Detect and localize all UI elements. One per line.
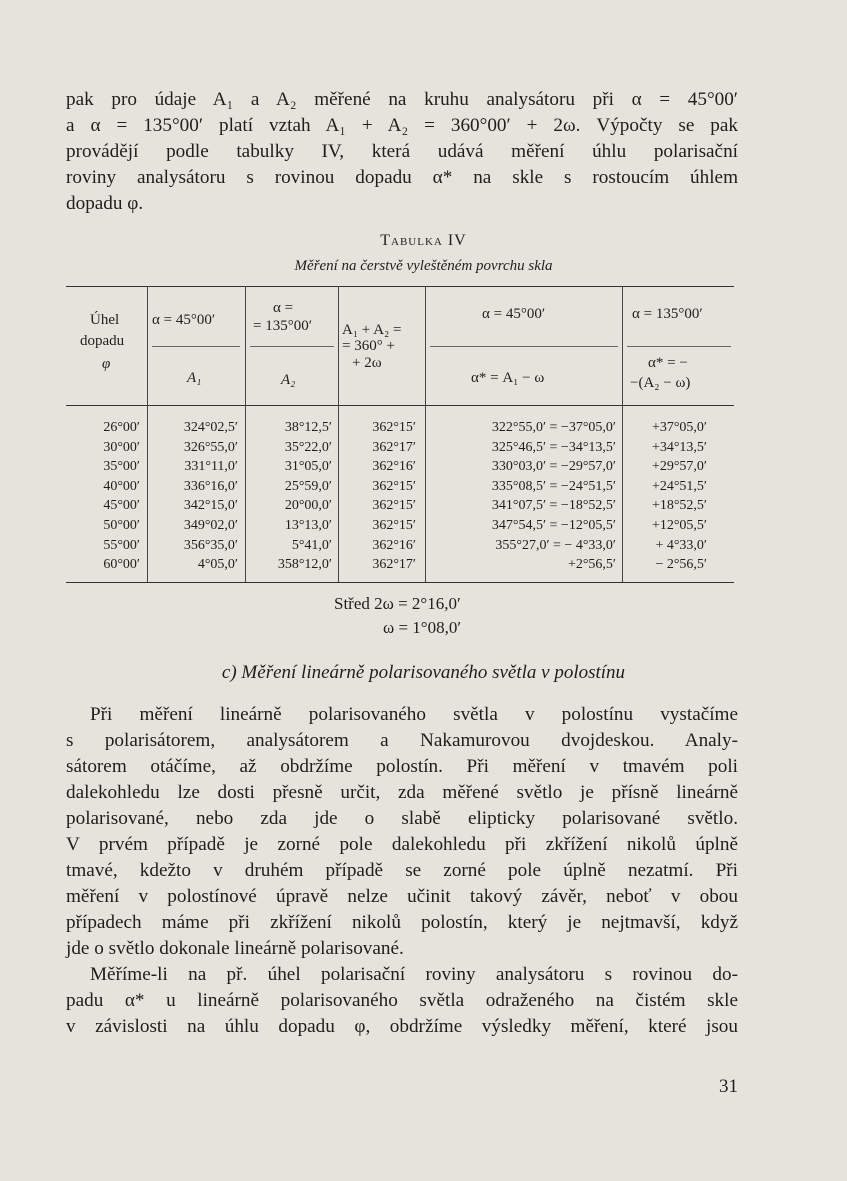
text-line: V prvém případě je zorné pole dalekohledu při zkřížení nikolů úplně	[66, 834, 738, 855]
table-cell: 362°17′	[372, 439, 416, 455]
table-cell: 331°11,0′	[184, 459, 238, 475]
table-cell: 358°12,0′	[277, 557, 332, 573]
table-cell: +24°51,5′	[651, 478, 707, 494]
table-cell: +34°13,5′	[651, 439, 707, 455]
text-line: Při měření lineárně polarisovaného světla v polostínu vystačíme	[90, 704, 738, 725]
col-divider	[425, 286, 426, 582]
text-line: dopadu φ.	[66, 193, 144, 214]
table-cell: 355°27,0′ = − 4°33,0′	[495, 537, 616, 553]
text-line: padu α* u lineárně polarisovaného světla odraženého na čistém skle	[66, 990, 738, 1011]
header-rule	[152, 346, 240, 347]
table-label: Tabulka IV	[380, 232, 467, 249]
table-cell: 342°15,0′	[183, 498, 238, 514]
text-line: Měříme-li na př. úhel polarisační roviny analysátoru s rovinou do-	[90, 964, 738, 985]
table-cell: 40°00′	[103, 478, 140, 494]
header-a135-1: α =	[273, 300, 294, 316]
table-cell: +2°56,5′	[567, 557, 616, 573]
table-cell: +29°57,0′	[651, 459, 707, 475]
table-cell: 362°16′	[372, 537, 416, 553]
header-sum-1: A₁ + A₂ =	[342, 322, 402, 338]
table-cell: 324°02,5′	[183, 420, 238, 435]
table-cell: 347°54,5′ = −12°05,5′	[491, 517, 616, 533]
intro-paragraph	[66, 87, 738, 217]
column-astar135	[625, 418, 707, 575]
header-a45: α = 45°00′	[152, 312, 216, 328]
column-A2	[248, 418, 332, 575]
column-A1	[150, 418, 238, 575]
header-a135-2: = 135°00′	[253, 318, 312, 334]
table-cell: 25°59,0′	[284, 478, 332, 494]
text-line: sátorem otáčíme, až obdržíme polostín. Při měření v tmavém poli	[66, 756, 738, 777]
col-divider	[338, 286, 339, 582]
column-astar45	[428, 418, 616, 575]
table-cell: 38°12,5′	[284, 420, 332, 435]
table-cell: 326°55,0′	[183, 439, 238, 455]
header-rule	[627, 346, 731, 347]
table-cell: 362°15′	[372, 478, 416, 494]
table-bottom-rule	[66, 582, 734, 583]
table-cell: 362°17′	[372, 557, 416, 573]
text-line: případech máme při zkřížení nikolů polostín, který je nejtmavší, když	[66, 912, 738, 933]
text-line: polarisované, nebo zda jde o slabě elipticky polarisované světlo.	[66, 808, 738, 829]
text-line: provádějí podle tabulky IV, která udává měření úhlu polarisační	[66, 141, 738, 162]
table-cell: 35°00′	[103, 459, 140, 475]
col-divider	[245, 286, 246, 582]
table-cell: + 4°33,0′	[655, 537, 707, 553]
header-sum-2: = 360° +	[342, 338, 395, 354]
table-cell: − 2°56,5′	[655, 557, 707, 573]
table-cell: 325°46,5′ = −34°13,5′	[491, 439, 616, 455]
header-angle-2: dopadu	[80, 333, 125, 349]
text-line: tmavé, kdežto v druhém případě se zorné pole úplně nezatmí. Při	[66, 860, 738, 881]
table-cell: 362°15′	[372, 517, 416, 533]
header-rule	[250, 346, 334, 347]
header-astar135-top: α = 135°00′	[632, 306, 703, 322]
header-astar45-top: α = 45°00′	[482, 306, 546, 322]
header-A2: A₂	[281, 372, 296, 388]
table-cell: 26°00′	[103, 420, 140, 435]
text-line: pak pro údaje A₁ a A₂ měřené na kruhu analysátoru při α = 45°00′	[66, 89, 738, 110]
table-cell: 31°05,0′	[284, 459, 332, 475]
header-astar135-2: −(A₂ − ω)	[630, 375, 691, 391]
body-paragraph	[66, 702, 738, 1040]
table-cell: 362°15′	[372, 498, 416, 514]
table-cell: +18°52,5′	[651, 498, 707, 514]
footer-omega: ω = 1°08,0′	[383, 618, 462, 637]
table-cell: 356°35,0′	[183, 537, 238, 553]
header-astar45-bottom: α* = A₁ − ω	[471, 370, 545, 386]
header-rule	[430, 346, 618, 347]
table-cell: 50°00′	[103, 517, 140, 533]
text-line: měření v polostínové úpravě nelze učinit takový závěr, neboť v obou	[66, 886, 738, 907]
header-sum-3: + 2ω	[352, 355, 382, 371]
table-cell: 362°16′	[372, 459, 416, 475]
col-divider	[622, 286, 623, 582]
header-angle-3: φ	[102, 356, 111, 372]
table-cell: 13°13,0′	[284, 517, 332, 533]
text-line: jde o světlo dokonale lineárně polarisované.	[66, 938, 404, 959]
table-cell: 35°22,0′	[284, 439, 332, 455]
table-cell: 4°05,0′	[197, 557, 238, 573]
table-cell: 341°07,5′ = −18°52,5′	[491, 498, 616, 514]
table-cell: 45°00′	[103, 498, 140, 514]
table-cell: 335°08,5′ = −24°51,5′	[491, 478, 616, 494]
section-heading: c) Měření lineárně polarisovaného světla v polostínu	[221, 662, 626, 683]
text-line: s polarisátorem, analysátorem a Nakamurovou dvojdeskou. Analy-	[66, 730, 738, 751]
column-sum	[340, 418, 416, 575]
header-A1: A₁	[187, 370, 202, 386]
text-line: roviny analysátoru s rovinou dopadu α* na skle s rostoucím úhlem	[66, 167, 738, 188]
text-line: dalekohledu lze dosti přesně určit, zda měřené světlo je přísně lineárně	[66, 782, 738, 803]
text-line: v závislosti na úhlu dopadu φ, obdržíme výsledky měření, které jsou	[66, 1016, 738, 1037]
footer-mean: Střed 2ω = 2°16,0′	[334, 594, 461, 613]
table-cell: 322°55,0′ = −37°05,0′	[491, 420, 616, 435]
col-divider	[147, 286, 148, 582]
table-cell: +37°05,0′	[651, 420, 707, 435]
table-cell: 336°16,0′	[183, 478, 238, 494]
table-title: Měření na čerstvě vyleštěném povrchu skla	[294, 258, 553, 274]
table-cell: 30°00′	[103, 439, 140, 455]
table-cell: 55°00′	[103, 537, 140, 553]
table-cell: 20°00,0′	[284, 498, 332, 514]
header-angle-1: Úhel	[90, 312, 120, 328]
table-cell: +12°05,5′	[651, 517, 707, 533]
table-cell: 5°41,0′	[291, 537, 332, 553]
header-astar135-1: α* = −	[648, 355, 688, 371]
table-cell: 362°15′	[372, 420, 416, 435]
table-cell: 349°02,0′	[183, 517, 238, 533]
page-number: 31	[719, 1076, 738, 1097]
table-cell: 60°00′	[103, 557, 140, 573]
column-phi	[70, 418, 140, 575]
table-cell: 330°03,0′ = −29°57,0′	[491, 459, 616, 475]
text-line: a α = 135°00′ platí vztah A₁ + A₂ = 360°00′ + 2ω. Výpočty se pak	[66, 115, 738, 136]
